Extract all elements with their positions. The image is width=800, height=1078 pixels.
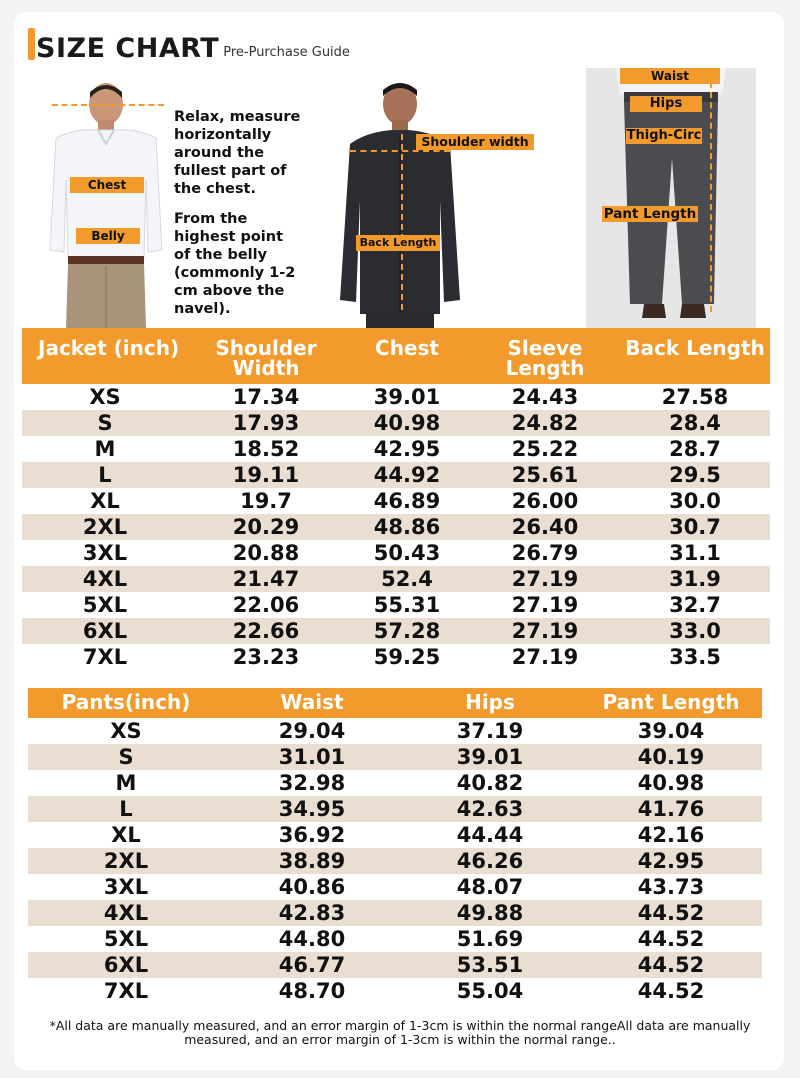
jacket-header-size: Jacket (inch) bbox=[22, 328, 188, 384]
jacket-size-cell: 2XL bbox=[22, 514, 188, 540]
jacket-value-cell: 26.79 bbox=[470, 540, 620, 566]
pants-size-cell: M bbox=[28, 770, 224, 796]
belly-note: From the highest point of the belly (commonly 1-2 cm above the navel). bbox=[174, 211, 296, 317]
pants-value-cell: 44.44 bbox=[400, 822, 580, 848]
pant-length-measure-line bbox=[710, 82, 712, 312]
jacket-value-cell: 28.4 bbox=[620, 410, 770, 436]
jacket-value-cell: 17.93 bbox=[188, 410, 344, 436]
chest-label: Chest bbox=[70, 177, 144, 193]
pants-header-length: Pant Length bbox=[580, 688, 762, 718]
pants-value-cell: 39.04 bbox=[580, 718, 762, 744]
jacket-row bbox=[22, 592, 770, 618]
page-title: SIZE CHART bbox=[36, 33, 220, 64]
pants-header-size: Pants(inch) bbox=[28, 688, 224, 718]
jacket-value-cell: 50.43 bbox=[344, 540, 470, 566]
pants-size-cell: 2XL bbox=[28, 848, 224, 874]
jacket-value-cell: 24.82 bbox=[470, 410, 620, 436]
pants-size-cell: 4XL bbox=[28, 900, 224, 926]
pants-value-cell: 36.92 bbox=[224, 822, 400, 848]
jacket-value-cell: 27.19 bbox=[470, 566, 620, 592]
pants-value-cell: 42.63 bbox=[400, 796, 580, 822]
jacket-size-cell: 7XL bbox=[22, 644, 188, 670]
jacket-value-cell: 17.34 bbox=[188, 384, 344, 410]
pants-value-cell: 42.95 bbox=[580, 848, 762, 874]
pants-size-cell: XL bbox=[28, 822, 224, 848]
pants-value-cell: 41.76 bbox=[580, 796, 762, 822]
shoulder-width-label: Shoulder width bbox=[416, 134, 534, 150]
jacket-header-chest: Chest bbox=[344, 328, 470, 384]
pants-row bbox=[28, 952, 762, 978]
header-accent-bar bbox=[28, 28, 35, 60]
shirt-model-illustration bbox=[36, 80, 176, 328]
jacket-size-cell: S bbox=[22, 410, 188, 436]
pants-value-cell: 46.26 bbox=[400, 848, 580, 874]
belly-label: Belly bbox=[76, 228, 140, 244]
shoulder-measure-line bbox=[350, 150, 450, 152]
pants-value-cell: 44.52 bbox=[580, 900, 762, 926]
pants-value-cell: 32.98 bbox=[224, 770, 400, 796]
pants-size-cell: 7XL bbox=[28, 978, 224, 1004]
pants-size-cell: 5XL bbox=[28, 926, 224, 952]
pants-value-cell: 48.70 bbox=[224, 978, 400, 1004]
pants-value-cell: 43.73 bbox=[580, 874, 762, 900]
jacket-value-cell: 24.43 bbox=[470, 384, 620, 410]
pants-row bbox=[28, 796, 762, 822]
front-figure bbox=[36, 80, 176, 328]
jacket-row bbox=[22, 644, 770, 670]
jacket-value-cell: 27.19 bbox=[470, 592, 620, 618]
pants-value-cell: 48.07 bbox=[400, 874, 580, 900]
pants-value-cell: 42.16 bbox=[580, 822, 762, 848]
back-length-label: Back Length bbox=[356, 235, 440, 251]
pants-value-cell: 44.80 bbox=[224, 926, 400, 952]
jacket-value-cell: 31.9 bbox=[620, 566, 770, 592]
pants-value-cell: 40.19 bbox=[580, 744, 762, 770]
jacket-size-cell: 5XL bbox=[22, 592, 188, 618]
jacket-row bbox=[22, 514, 770, 540]
jacket-value-cell: 28.7 bbox=[620, 436, 770, 462]
pants-row bbox=[28, 822, 762, 848]
pants-row bbox=[28, 926, 762, 952]
jacket-row bbox=[22, 540, 770, 566]
back-length-measure-line bbox=[401, 134, 403, 310]
pants-table-header bbox=[28, 688, 762, 718]
jacket-value-cell: 55.31 bbox=[344, 592, 470, 618]
pants-value-cell: 38.89 bbox=[224, 848, 400, 874]
pants-value-cell: 40.82 bbox=[400, 770, 580, 796]
jacket-value-cell: 21.47 bbox=[188, 566, 344, 592]
pants-row bbox=[28, 900, 762, 926]
jacket-row bbox=[22, 618, 770, 644]
jacket-value-cell: 52.4 bbox=[344, 566, 470, 592]
header bbox=[36, 26, 350, 66]
jacket-table-header bbox=[22, 328, 770, 384]
jacket-value-cell: 29.5 bbox=[620, 462, 770, 488]
pants-value-cell: 44.52 bbox=[580, 978, 762, 1004]
jacket-size-cell: M bbox=[22, 436, 188, 462]
pants-size-cell: 6XL bbox=[28, 952, 224, 978]
jacket-value-cell: 23.23 bbox=[188, 644, 344, 670]
jacket-value-cell: 46.89 bbox=[344, 488, 470, 514]
chest-measure-line bbox=[52, 104, 164, 106]
jacket-size-cell: 3XL bbox=[22, 540, 188, 566]
jacket-table-body bbox=[22, 384, 770, 670]
jacket-value-cell: 18.52 bbox=[188, 436, 344, 462]
pants-row bbox=[28, 770, 762, 796]
jacket-header-sleeve: Sleeve Length bbox=[470, 328, 620, 384]
jacket-value-cell: 25.22 bbox=[470, 436, 620, 462]
jacket-header-shoulder: Shoulder Width bbox=[188, 328, 344, 384]
pants-row bbox=[28, 848, 762, 874]
jacket-header-back: Back Length bbox=[620, 328, 770, 384]
pants-value-cell: 40.86 bbox=[224, 874, 400, 900]
jacket-value-cell: 26.00 bbox=[470, 488, 620, 514]
pants-value-cell: 37.19 bbox=[400, 718, 580, 744]
waist-label: Waist bbox=[620, 68, 720, 84]
jacket-value-cell: 26.40 bbox=[470, 514, 620, 540]
pants-row bbox=[28, 978, 762, 1004]
jacket-value-cell: 19.7 bbox=[188, 488, 344, 514]
jacket-row bbox=[22, 410, 770, 436]
pants-size-table bbox=[28, 688, 762, 1004]
jacket-value-cell: 20.29 bbox=[188, 514, 344, 540]
pants-value-cell: 51.69 bbox=[400, 926, 580, 952]
jacket-value-cell: 30.0 bbox=[620, 488, 770, 514]
jacket-value-cell: 33.5 bbox=[620, 644, 770, 670]
jacket-size-cell: L bbox=[22, 462, 188, 488]
pants-value-cell: 40.98 bbox=[580, 770, 762, 796]
jacket-size-table bbox=[22, 328, 770, 670]
jacket-value-cell: 48.86 bbox=[344, 514, 470, 540]
jacket-value-cell: 59.25 bbox=[344, 644, 470, 670]
jacket-size-cell: 6XL bbox=[22, 618, 188, 644]
pants-size-cell: XS bbox=[28, 718, 224, 744]
jacket-value-cell: 40.98 bbox=[344, 410, 470, 436]
pants-size-cell: L bbox=[28, 796, 224, 822]
pants-value-cell: 39.01 bbox=[400, 744, 580, 770]
page-subtitle: Pre-Purchase Guide bbox=[223, 45, 350, 60]
jacket-size-cell: XS bbox=[22, 384, 188, 410]
jacket-value-cell: 27.19 bbox=[470, 644, 620, 670]
jacket-value-cell: 19.11 bbox=[188, 462, 344, 488]
jacket-value-cell: 25.61 bbox=[470, 462, 620, 488]
thigh-circ-label: Thigh-Circ bbox=[626, 128, 702, 143]
jacket-row bbox=[22, 462, 770, 488]
pants-row bbox=[28, 718, 762, 744]
jacket-value-cell: 33.0 bbox=[620, 618, 770, 644]
jacket-value-cell: 22.66 bbox=[188, 618, 344, 644]
pants-value-cell: 44.52 bbox=[580, 952, 762, 978]
pants-value-cell: 49.88 bbox=[400, 900, 580, 926]
footnote: *All data are manually measured, and an error margin of 1-3cm is within the normal rangeAll data are manually measured, and an error margin of 1-3cm is within the normal range.. bbox=[49, 1018, 751, 1047]
jacket-row bbox=[22, 384, 770, 410]
jacket-size-cell: 4XL bbox=[22, 566, 188, 592]
jacket-value-cell: 27.58 bbox=[620, 384, 770, 410]
pants-size-cell: S bbox=[28, 744, 224, 770]
jacket-row bbox=[22, 488, 770, 514]
jacket-value-cell: 32.7 bbox=[620, 592, 770, 618]
pants-value-cell: 55.04 bbox=[400, 978, 580, 1004]
pants-value-cell: 29.04 bbox=[224, 718, 400, 744]
pants-value-cell: 46.77 bbox=[224, 952, 400, 978]
pants-header-waist: Waist bbox=[224, 688, 400, 718]
pant-length-label: Pant Length bbox=[603, 206, 697, 222]
pants-value-cell: 34.95 bbox=[224, 796, 400, 822]
jacket-value-cell: 57.28 bbox=[344, 618, 470, 644]
jacket-value-cell: 27.19 bbox=[470, 618, 620, 644]
pants-size-cell: 3XL bbox=[28, 874, 224, 900]
pants-row bbox=[28, 744, 762, 770]
jacket-value-cell: 44.92 bbox=[344, 462, 470, 488]
jacket-row bbox=[22, 436, 770, 462]
pants-value-cell: 53.51 bbox=[400, 952, 580, 978]
chest-note: Relax, measure horizontally around the fullest part of the chest. bbox=[174, 109, 301, 197]
jacket-value-cell: 31.1 bbox=[620, 540, 770, 566]
jacket-value-cell: 39.01 bbox=[344, 384, 470, 410]
hips-label: Hips bbox=[630, 96, 702, 112]
pants-row bbox=[28, 874, 762, 900]
jacket-value-cell: 20.88 bbox=[188, 540, 344, 566]
pants-value-cell: 44.52 bbox=[580, 926, 762, 952]
pants-value-cell: 42.83 bbox=[224, 900, 400, 926]
jacket-value-cell: 30.7 bbox=[620, 514, 770, 540]
pants-value-cell: 31.01 bbox=[224, 744, 400, 770]
pants-header-hips: Hips bbox=[400, 688, 580, 718]
jacket-row bbox=[22, 566, 770, 592]
pants-table-body bbox=[28, 718, 762, 1004]
jacket-size-cell: XL bbox=[22, 488, 188, 514]
jacket-value-cell: 22.06 bbox=[188, 592, 344, 618]
jacket-value-cell: 42.95 bbox=[344, 436, 470, 462]
